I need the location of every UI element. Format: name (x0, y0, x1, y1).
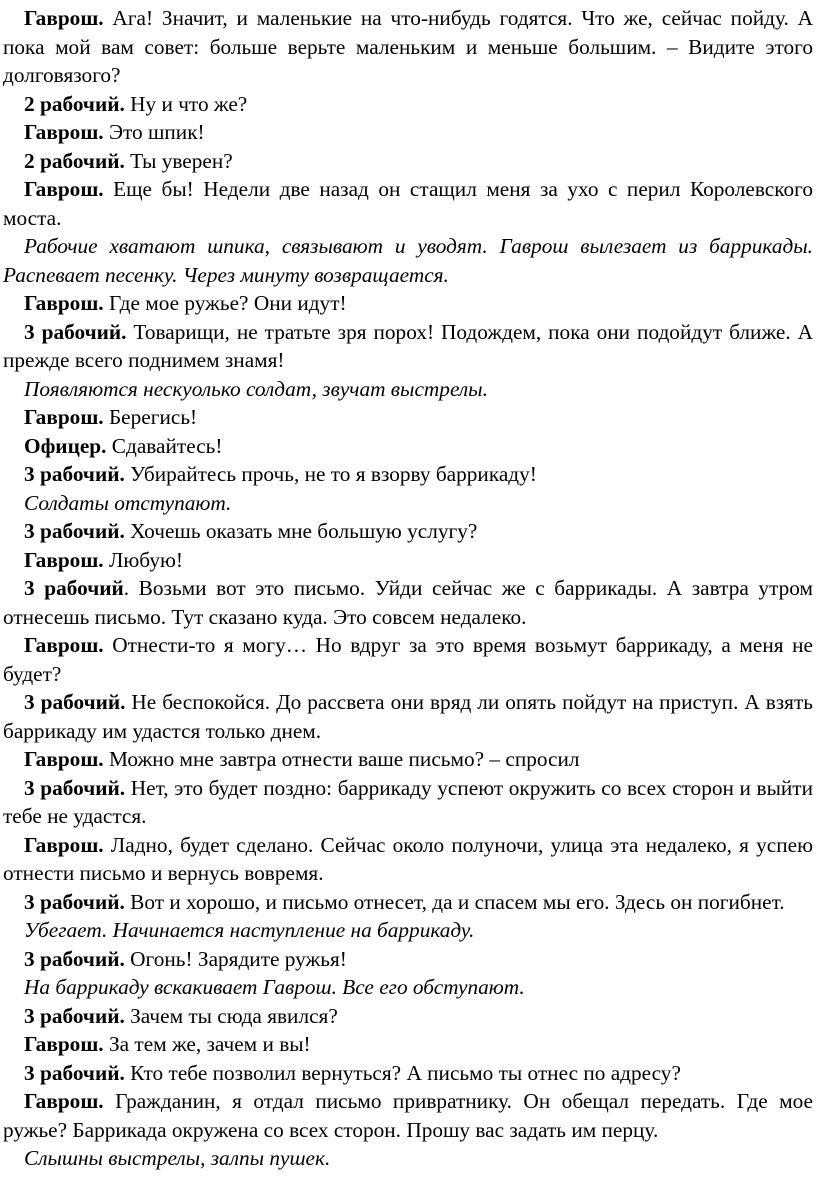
dialogue-line (3, 289, 813, 318)
speaker-name: 3 рабочий (24, 576, 124, 600)
dialogue-line (3, 945, 813, 974)
dialogue-line (3, 1002, 813, 1031)
line-text: Еще бы! Недели две назад он стащил меня за ухо с перил Королевского моста. (3, 177, 813, 230)
speaker-name: Гаврош. (24, 405, 104, 429)
line-text: Это шпик! (103, 120, 205, 144)
speaker-name: Гаврош. (24, 1089, 104, 1113)
dialogue-line (3, 774, 813, 831)
dialogue-line (3, 888, 813, 917)
line-text: Любую! (103, 547, 183, 572)
line-text: Хочешь оказать мне большую услугу? (124, 519, 478, 543)
stage-direction (3, 232, 813, 289)
speaker-name: Гаврош. (24, 547, 104, 572)
line-text: Ладно, будет сделано. Сейчас около полуночи, улица эта недалеко, я успею отнести письмо и вернусь вовремя. (3, 832, 813, 885)
line-text: Ага! Значит, и маленькие на что-нибудь годятся. Что же, сейчас пойду. А пока мой вам совет: больше верьте маленьким и меньше большим. – Видите этого долговязого? (3, 6, 813, 87)
dialogue-line (3, 745, 813, 774)
speaker-name: Гаврош. (24, 633, 104, 657)
line-text: . Возьми вот это письмо. Уйди сейчас же с баррикады. А завтра утром отнесешь письмо. Тут сказано куда. Это совсем недалеко. (3, 576, 814, 629)
dialogue-line (3, 432, 813, 461)
line-text: Убирайтесь прочь, не то я взорву баррикаду! (124, 462, 537, 486)
speaker-name: Гаврош. (24, 832, 104, 857)
dialogue-line (3, 460, 813, 489)
speaker-name: Гаврош. (24, 120, 104, 144)
stage-direction (3, 375, 813, 404)
dialogue-line (3, 546, 813, 575)
line-text: Можно мне завтра отнести ваше письмо? – спросил (103, 747, 580, 771)
dialogue-line (3, 90, 813, 119)
speaker-name: Гаврош. (24, 6, 104, 30)
speaker-name: 3 рабочий. (24, 690, 126, 714)
speaker-name: 2 рабочий. (24, 148, 125, 173)
dialogue-line (3, 318, 813, 375)
speaker-name: 3 рабочий. (24, 1003, 125, 1028)
speaker-name: 3 рабочий. (24, 1060, 125, 1085)
dialogue-line (3, 118, 813, 147)
stage-direction (3, 489, 813, 518)
stage-direction (3, 916, 813, 945)
line-text: Товарищи, не тратьте зря порох! Подождем, пока они подойдут ближе. А прежде всего поднимем знамя! (3, 319, 813, 372)
line-text: Отнести-то я могу… Но вдруг за это время возьмут баррикаду, а меня не будет? (3, 633, 813, 686)
speaker-name: 3 рабочий. (24, 462, 125, 486)
stage-text: Рабочие хватают шпика, связывают и уводят. Гаврош вылезает из баррикады. Распевает песенку. Через минуту возвращается. (3, 234, 813, 287)
speaker-name: Гаврош. (24, 1032, 104, 1056)
speaker-name: Гаврош. (24, 747, 104, 771)
dialogue-line (3, 688, 813, 745)
line-text: Гражданин, я отдал письмо привратнику. Он обещал передать. Где мое ружье? Баррикада окружена со всех сторон. Прошу вас задать им перцу. (3, 1089, 813, 1142)
line-text: Огонь! Зарядите ружья! (124, 946, 347, 971)
dialogue-line (3, 831, 813, 888)
speaker-name: 3 рабочий. (24, 889, 125, 914)
speaker-name: Офицер. (24, 433, 107, 458)
stage-text: На баррикаду вскакивает Гаврош. Все его обступают. (24, 975, 525, 999)
line-text: Кто тебе позволил вернуться? А письмо ты отнес по адресу? (124, 1060, 681, 1085)
stage-direction (3, 1144, 813, 1173)
speaker-name: Гаврош. (24, 291, 104, 315)
speaker-name: 3 рабочий. (24, 519, 125, 543)
dialogue-line (3, 4, 813, 90)
stage-text: Убегает. Начинается наступление на баррикаду. (24, 918, 475, 942)
dialogue-line (3, 517, 813, 546)
speaker-name: 3 рабочий. (24, 775, 126, 800)
line-text: За тем же, зачем и вы! (103, 1032, 311, 1056)
dialogue-line (3, 631, 813, 688)
speaker-name: Гаврош. (24, 177, 104, 201)
dialogue-line (3, 1059, 813, 1088)
line-text: Ну и что же? (124, 91, 248, 116)
line-text: Где мое ружье? Они идут! (103, 291, 347, 315)
dialogue-line (3, 1030, 813, 1059)
stage-text: Появляются нескуолько солдат, звучат выстрелы. (24, 376, 488, 401)
line-text: Не беспокойся. До рассвета они вряд ли опять пойдут на приступ. А взять баррикаду им удастся только днем. (3, 690, 813, 743)
stage-text: Солдаты отступают. (24, 490, 232, 515)
speaker-name: 2 рабочий. (24, 91, 125, 116)
line-text: Сдавайтесь! (106, 433, 223, 458)
dialogue-line (3, 574, 813, 631)
dialogue-line (3, 403, 813, 432)
dialogue-line (3, 1087, 813, 1144)
line-text: Вот и хорошо, и письмо отнесет, да и спасем мы его. Здесь он погибнет. (124, 889, 785, 914)
dialogue-line (3, 175, 813, 232)
stage-text: Слышны выстрелы, залпы пушек. (24, 1146, 331, 1170)
line-text: Берегись! (103, 405, 198, 429)
dialogue-line (3, 147, 813, 176)
line-text: Зачем ты сюда явился? (124, 1003, 338, 1028)
speaker-name: 3 рабочий. (24, 319, 127, 344)
line-text: Нет, это будет поздно: баррикаду успеют окружить со всех сторон и выйти тебе не удастся. (3, 775, 813, 828)
stage-direction (3, 973, 813, 1002)
speaker-name: 3 рабочий. (24, 946, 125, 971)
line-text: Ты уверен? (124, 148, 233, 173)
